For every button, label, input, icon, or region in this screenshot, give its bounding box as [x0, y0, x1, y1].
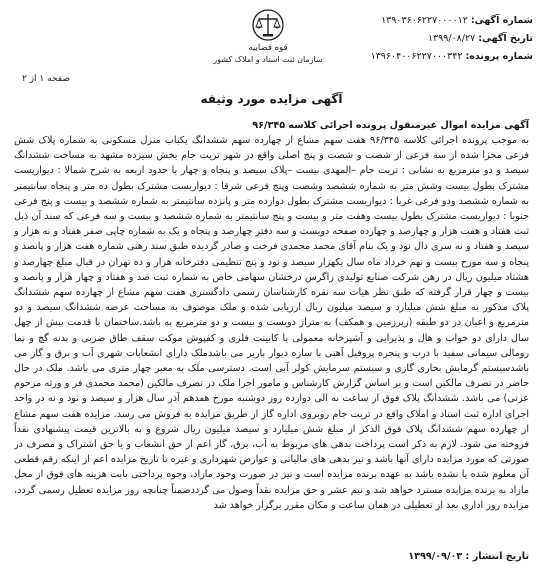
notice-date: ۱۳۹۹/۰۸/۲۷ — [427, 33, 476, 44]
notice-number-label: شماره آگهی: — [470, 15, 533, 26]
case-number: ۱۳۹۶۰۴۰۰۶۲۲۷۰۰۰۳۴۲ — [370, 51, 463, 62]
judiciary-emblem — [193, 8, 343, 70]
page-number: صفحه ۱ از ۲ — [22, 74, 70, 84]
case-number-label: شماره پرونده: — [465, 51, 533, 62]
notice-subtitle: آگهی مزایده اموال غیرمنقول پرونده اجرائی کلاسه ۹۶/۳۴۵ — [252, 120, 529, 131]
publish-date-row — [408, 551, 529, 562]
judiciary-scales-emblem-icon — [251, 8, 285, 42]
notice-title: آگهی مزایده مورد وثیقه — [200, 92, 343, 106]
publish-date-label: تاریخ انتشار : — [465, 551, 529, 562]
publish-date: ۱۳۹۹/۰۹/۰۳ — [408, 551, 463, 562]
notice-date-label: تاریخ آگهی: — [478, 33, 533, 44]
org-name-registry: سازمان ثبت اسناد و املاک کشور — [213, 55, 323, 64]
notice-number: ۱۳۹۰۳۶۰۶۲۲۷۰۰۰۰۱۲ — [381, 15, 468, 26]
notice-body-text: به موجب پرونده اجرائی کلاسه ۹۶/۳۴۵ هفت سهم مشاع از چهارده سهم ششدانگ یکباب منزل مسکونی به شماره پلاک شش فرعی مجزا شده از سه فرعی از شصت و شصت و پنج اصلی واقع در شهر تربت جام بخش سیزده مشهد به مساحت ششدانگ سیصد و دو مترمربع به نشانی : تربت جام –المهدی بیست –پلاک سیصد و پنجاه و چهار با حدود اربعه به شرح شمالا : دیواریست مشترک بطول بیست وشش متر به شماره ششصد وشصت وپنج فرعی شرقا : دیواریست مشترک بطول ده متر و پنجاه سانتیمتر به شماره ششصد ودو فرعی غربا : دیواریست مشترک بطول دوازده متر و پانزده سانتیمتر به شماره ششصد و بیست و پنج فرعی جنوبا : دیواریست مشترک بطول بیست وهفت متر و بیست و پنج سانتیمتر به شماره ششصد و بیست و سه فرعی که سند آن ذیل ثبت هفتاد و هفت هزار و چهارصد و چهارده صفحه دویست و سه دفتر چهارصد و پنجاه و یک به شماره چاپی صفر هفتاد و نه هزار و سیصد و هفتاد و نه سری دال نود و یک بنام آقای محمد محمدی فرخت و صادر گردیده طبق سند رهنی شماره هفت هزار و پانصد و پنجاه و سه مورخ بیست و نهم خرداد ماه سال یکهزار سیصد و نود و پنج تنظیمی دفترخانه هزار و ده تهران در قبال مبلغ چهارصد و هشتاد میلیون ریال در رهن شرکت صنایع تولیدی زاگرس درخشان سهامی خاص به شماره ثبت صد و هفتاد و چهار هزار و پانصد و بیست و چهار قرار گرفته که طبق نظر هیات سه نفره کارشناسان رسمی دادگستری هفت سهم مشاع از چهارده سهم ششدانگ پلاک مذکور به مبلغ شش میلیارد و سیصد میلیون ریال ارزیابی شده و ملک موصوف به مساحت عرصه ششدانگ سیصد و دو مترمربع و اعیان در دو طبقه (زیرزمین و همکف) به متراژ دویست و بیست و دو مترمربع به باشد.ساختمان با قدمت بیش از چهل سال دارای دو خواب و هال و پذیرایی و آشپزخانه معمولی با کابینت فلزی و کفپوش موکت سقف طاق ضربی و بدنه گچ و نما رومالی سیمانی سفید با درب و پنجره پروفیل آهنی با سازه دیوار باربر می باشدملک دارای انشعابات شهری آب و برق و گاز می باشدسیستم گرمایش بخاری گازی و سیستم سرمایش کولر آبی است. دسترسی ملک به معبر چهار متری می باشد. ملک در حال حاضر در تصرف مالکین است و بر اساس گزارش کارشناس و مامور اجرا ملک در تصرف مالکین (محمد محمدی فر و ورثه مرحوم عزتی) می باشد. ششدانگ پلاک فوق از ساعت نه الی دوازده روز دوشنبه مورخ هفدهم آذر سال هزار و سیصد و نود و نه در واحد اجرای اداره ثبت اسناد و املاک واقع در تربت جام روبروی اداره گاز از طریق مزایده به فروش می رسد. مزایده هفت سهم مشاع از چهارده سهم ششدانگ پلاک فوق الذکر از مبلغ شش میلیارد و سیصد میلیون ریال شروع و به بالاترین قیمت پیشنهادی نقداً فروخته می شود. لازم به ذکر است پرداخت بدهی های مربوط به آب، برق، گاز اعم از حق انشعاب و یا حق اشتراک و مصرف در صورتی که مورد مزایده دارای آنها باشد و نیز بدهی های مالیاتی و عوارض شهرداری و غیره تا تاریخ مزایده اعم از اینکه رقم قطعی آن معلوم شده یا نشده باشد به عهده برنده مزایده است و نیز در صورت وجود مازاد، وجوه پرداختی بابت هزینه های فوق از محل مازاد به برنده مزایده مسترد خواهد شد و نیم عشر و حق مزایده نقداً وصول می گرددضمناً چنانچه روز مزایده تعطیل رسمی گردد، مزایده روز اداری بعد از تعطیلی در همان ساعت و مکان مقرر برگزار خواهد شد — [14, 135, 529, 511]
org-name-judiciary: قوه قضاییه — [248, 43, 288, 53]
